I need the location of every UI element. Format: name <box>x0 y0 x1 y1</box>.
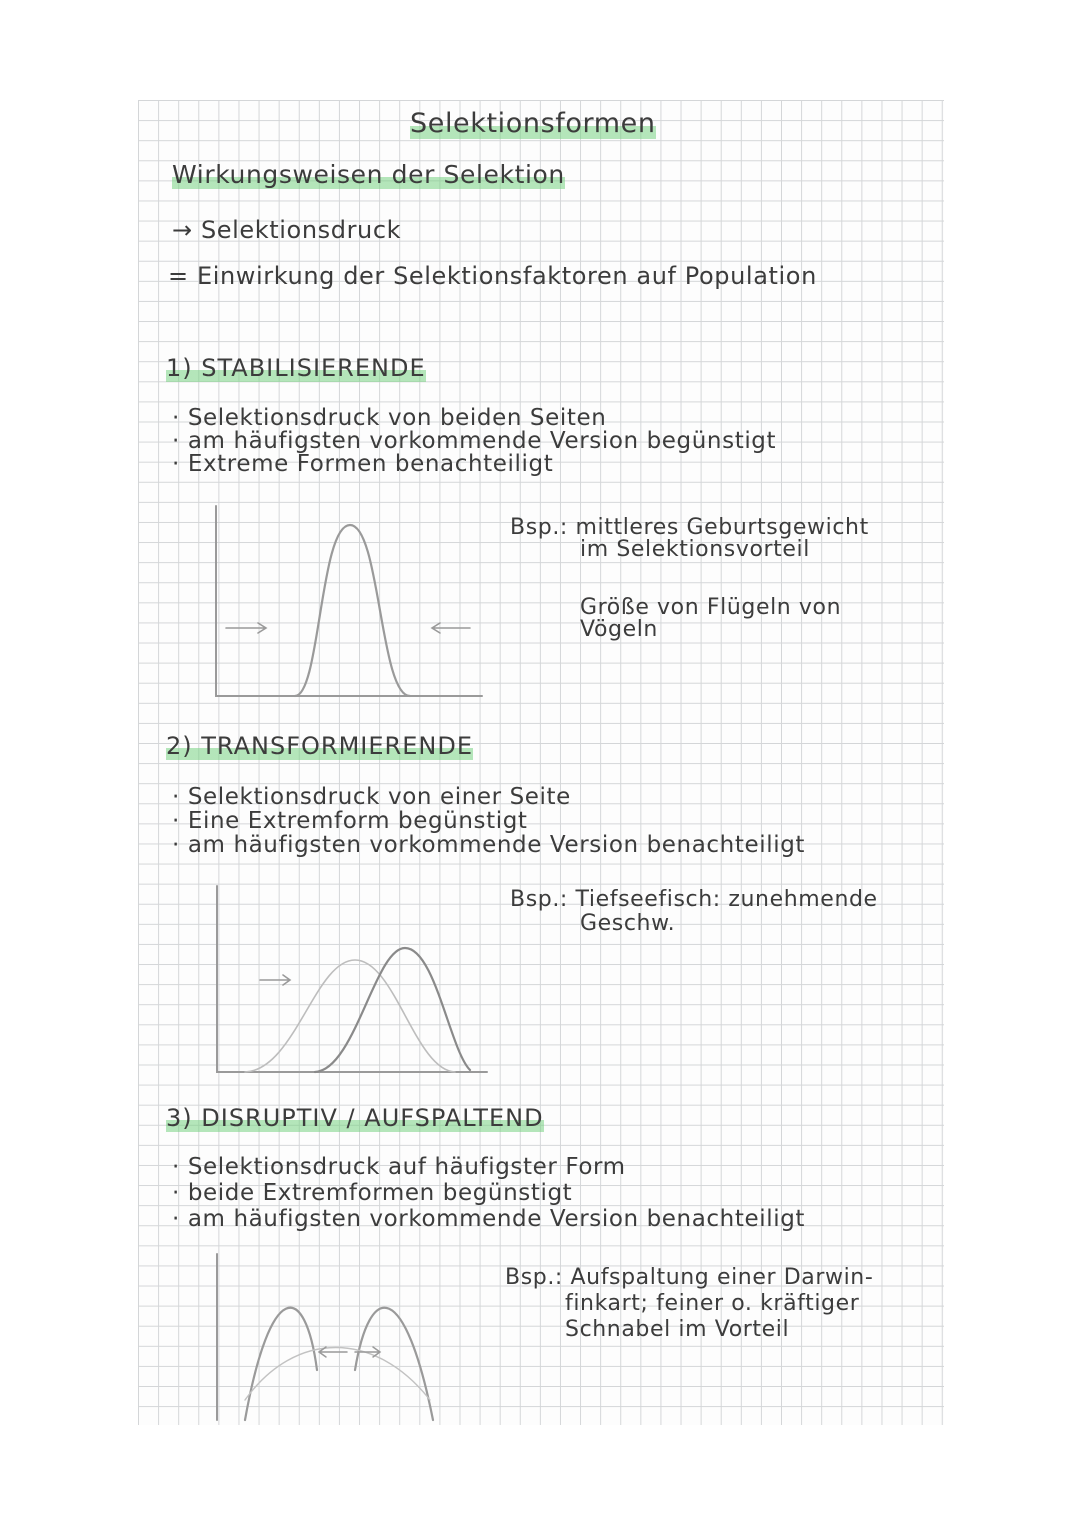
section-2-example-1: Bsp.: Tiefseefisch: zunehmende <box>510 887 878 912</box>
section-3-example-3: Schnabel im Vorteil <box>565 1317 790 1342</box>
section-1-bullet-1: · Selektionsdruck von beiden Seiten <box>172 405 607 431</box>
section-2-arrow-right-icon <box>260 975 290 985</box>
section-3-disruptive-graph <box>205 1250 455 1420</box>
section-3-example-2: finkart; feiner o. kräftiger <box>565 1291 860 1316</box>
section-1-axes <box>216 506 482 696</box>
section-1-example-3: Größe von Flügeln von <box>580 595 842 620</box>
intro-line-pressure: → Selektionsdruck <box>172 216 402 244</box>
section-3-bullet-1: · Selektionsdruck auf häufigster Form <box>172 1154 626 1180</box>
section-2-example-2: Geschw. <box>580 911 676 936</box>
section-2-axes <box>217 886 487 1072</box>
section-3-curve-original <box>245 1348 430 1401</box>
section-1-example-4: Vögeln <box>580 617 658 642</box>
section-3-arrow-left-icon <box>319 1347 347 1357</box>
section-3-curve-right <box>355 1308 433 1420</box>
section-1-curve <box>295 525 410 696</box>
intro-line-definition: = Einwirkung der Selektionsfaktoren auf Population <box>168 262 817 290</box>
section-3-example-1: Bsp.: Aufspaltung einer Darwin- <box>505 1265 874 1290</box>
section-1-arrow-left-icon <box>432 623 470 633</box>
section-2-bullet-1: · Selektionsdruck von einer Seite <box>172 784 571 810</box>
section-1-arrow-right-icon <box>226 623 266 633</box>
section-2-heading: 2) TRANSFORMIERENDE <box>166 732 473 760</box>
section-1-example-1: Bsp.: mittleres Geburtsgewicht <box>510 515 869 540</box>
section-1-example-2: im Selektionsvorteil <box>580 537 810 562</box>
section-3-bullet-2: · beide Extremformen begünstigt <box>172 1180 573 1206</box>
section-3-heading: 3) DISRUPTIV / AUFSPALTEND <box>166 1104 544 1132</box>
section-1-bullet-3: · Extreme Formen benachteiligt <box>172 451 554 477</box>
section-1-bullet-2: · am häufigsten vorkommende Version begünstigt <box>172 428 777 454</box>
section-1-heading: 1) STABILISIERENDE <box>166 354 426 382</box>
section-2-curve-original <box>245 960 455 1072</box>
section-2-bullet-2: · Eine Extremform begünstigt <box>172 808 528 834</box>
page-title: Selektionsformen <box>410 108 656 139</box>
section-2-directional-graph <box>205 880 495 1080</box>
section-2-bullet-3: · am häufigsten vorkommende Version benachteiligt <box>172 832 806 858</box>
section-3-bullet-3: · am häufigsten vorkommende Version benachteiligt <box>172 1206 806 1232</box>
section-1-stabilizing-graph <box>200 500 500 710</box>
intro-heading: Wirkungsweisen der Selektion <box>172 160 565 189</box>
